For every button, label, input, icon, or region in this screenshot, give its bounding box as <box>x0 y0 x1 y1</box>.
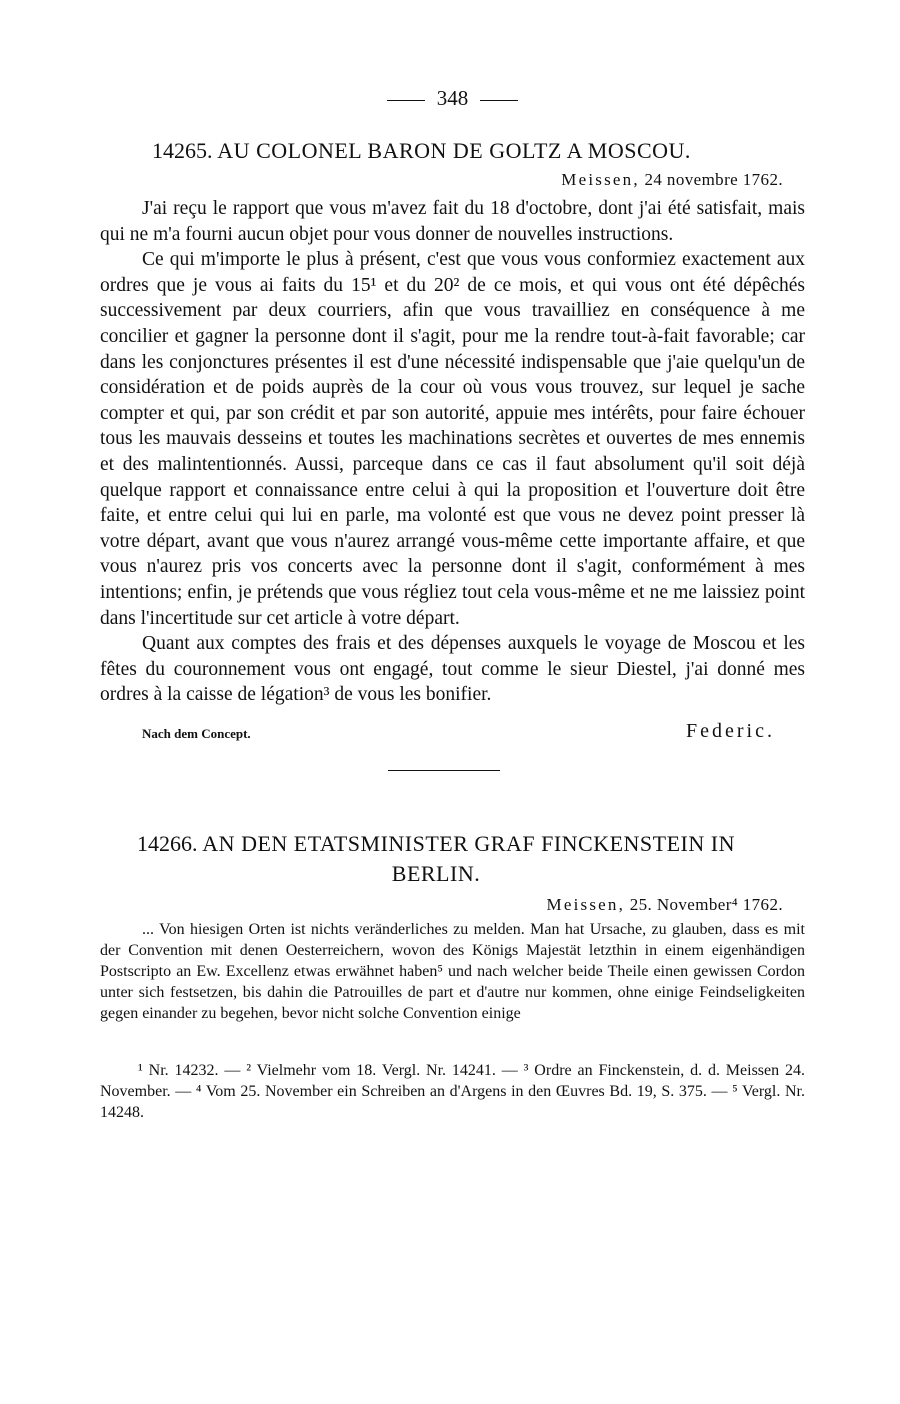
page-number: 348 <box>436 86 469 110</box>
dateline <box>100 170 783 190</box>
dateline <box>100 895 783 915</box>
divider-left <box>387 100 425 101</box>
footnotes <box>100 1060 805 1123</box>
signature: Federic. <box>686 719 775 742</box>
letter-title: AU COLONEL BARON DE GOLTZ A MOSCOU. <box>217 138 691 163</box>
date: 25. November⁴ 1762. <box>629 894 783 914</box>
paragraph: J'ai reçu le rapport que vous m'avez fait du 18 d'octobre, dont j'ai été satisfait, mais qui ne m'a fourni aucun objet pour vous donner de nouvelles instructions. <box>100 198 805 245</box>
signature-row <box>100 720 805 748</box>
source-note: Nach dem Concept. <box>142 725 251 741</box>
letter-heading <box>152 138 764 164</box>
place: Meissen, <box>561 170 640 189</box>
page-number-line <box>100 86 805 116</box>
letter-body <box>100 196 805 708</box>
date: 24 novembre 1762. <box>644 170 783 189</box>
paragraph: Ce qui m'importe le plus à présent, c'est que vous vous conformiez exactement aux ordres que je vous ai faits du 15¹ et du 20² de ce mois, et qui vous ont été dépêchés successivement par deux courriers, afin que vous travailliez en conséquence à me concilier et gagner la personne dont il s'agit, pour me la rendre tout-à-fait favorable; car dans les conjonctures présentes il est d'une nécessité indispensable que j'aie quelqu'un de considération et de poids auprès de la cour où vous vous trouvez, sur lequel je sache compter et qui, par son crédit et par son autorité, appuie mes intérêts, pour faire échouer tous les mauvais desseins et toutes les machinations secrètes et ouvertes de mes ennemis et des malintentionnés. Aussi, parceque dans ce cas il faut absolument qu'il soit déjà quelque rapport et connaissance entre celui à qui la proposition et l'ouverture doit être faite, et entre celui qui lui en parle, ma volonté est que vous ne devez point presser là votre départ, avant que vous n'aurez arrangé vous-même cette importante affaire, et que vous n'aurez pris vos concerts avec la personne dont il s'agit, conformément à mes intentions; enfin, je prétends que vous régliez tout cela vous-même et ne me laissiez point dans l'incertitude sur cet article à votre départ. <box>100 249 805 629</box>
footnote-text: ¹ Nr. 14232. — ² Vielmehr vom 18. Vergl. Nr. 14241. — ³ Ordre an Finckenstein, d. d. Meissen 24. November. — ⁴ Vom 25. November ein Schreiben an d'Argens in den Œuvres Bd. 19, S. 375. — ⁵ Vergl. Nr. 14248. <box>100 1061 805 1121</box>
paragraph: ... Von hiesigen Orten ist nichts veränderliches zu melden. Man hat Ursache, zu glauben, dass es mit der Convention mit denen Oesterreichern, wovon des Königs Majestät letzthin in einem eigenhändigen Postscripto an Ew. Excellenz etwas erwähnet haben⁵ und nach welcher beide Theile einen gewissen Cordon unter sich festsetzen, bis dahin die Patrouilles de part et d'autre nur kommen, ohne einige Feindseligkeiten gegen einander zu begehen, bevor nicht solche Convention einige <box>100 920 805 1022</box>
letter-heading <box>100 829 772 889</box>
place: Meissen, <box>546 894 626 914</box>
paragraph: Quant aux comptes des frais et des dépenses auxquels le voyage de Moscou et les fêtes du couronnement vous ont engagé, tout comme le sieur Diestel, j'ai donné mes ordres à la caisse de légation³ de vous les bonifier. <box>100 633 805 706</box>
document-page <box>100 86 805 1123</box>
letter-number: 14266. <box>137 830 198 856</box>
letter-body <box>100 919 805 1024</box>
letter-number: 14265. <box>152 138 213 163</box>
section-divider <box>388 770 500 771</box>
divider-right <box>480 100 518 101</box>
letter-title: AN DEN ETATSMINISTER GRAF FINCKENSTEIN IN BERLIN. <box>202 830 735 886</box>
